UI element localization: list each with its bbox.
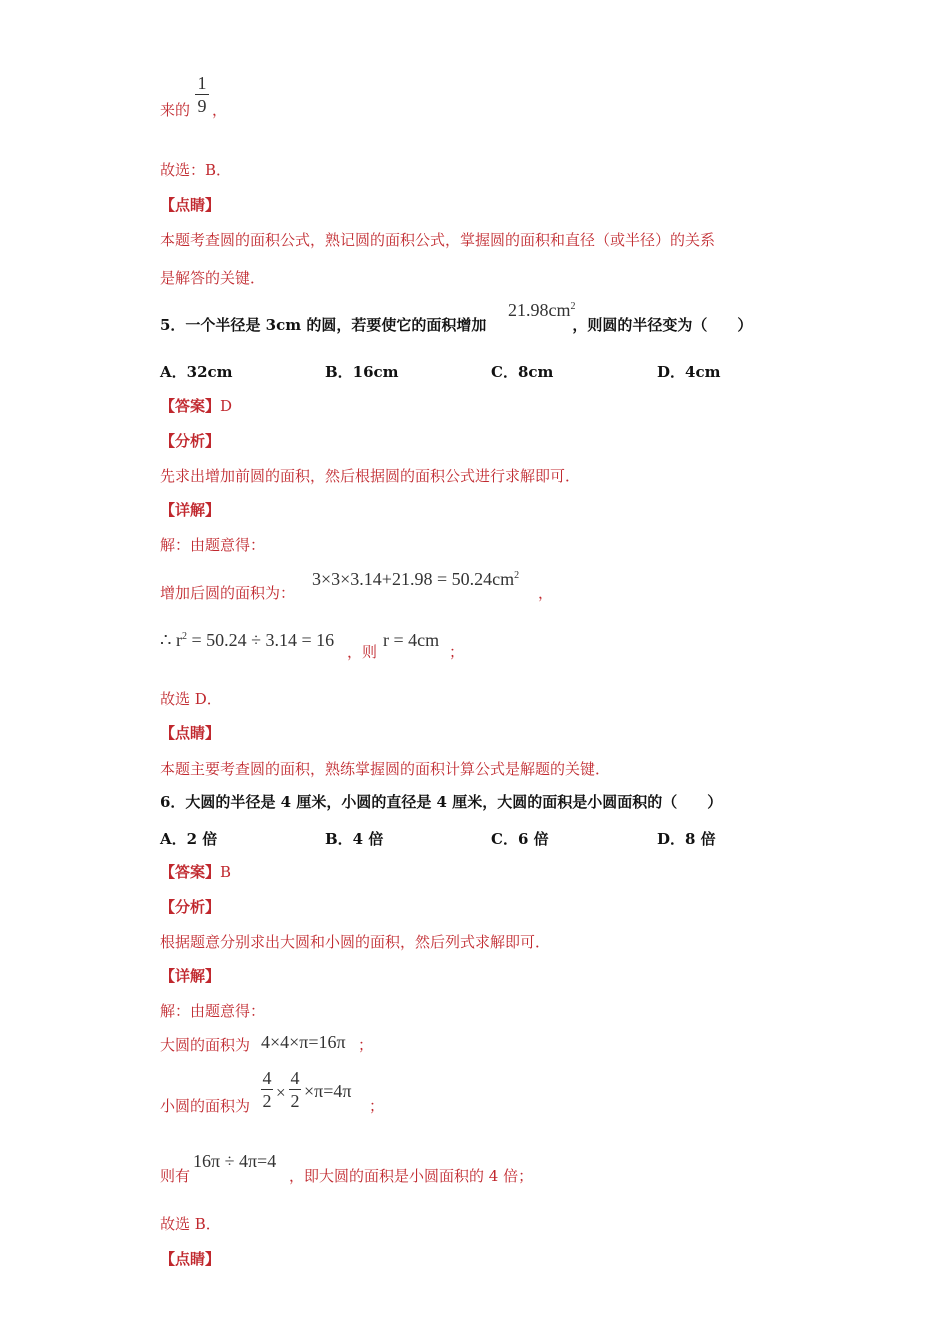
fraction-bar [261,1089,273,1090]
q6-jie: 解：由题意得： [160,1002,266,1020]
q6-small-end: ； [369,1097,385,1115]
q5-step1-text: 增加后圆的面积为： [160,584,296,602]
q5-step1-math-text: 3×3×3.14+21.98 = 50.24cm [312,569,515,589]
q5-answer-value: D [220,397,233,415]
fraction-bar [289,1089,301,1090]
q6-option-a: A．2 倍 [160,830,218,848]
q6-xiangjie-label: 【详解】 [160,967,221,985]
q5-stem-math-sup: 2 [570,301,576,312]
q6-then-text: 则有 [160,1167,191,1185]
q6-small-text: 小圆的面积为 [160,1097,251,1115]
q6-small-line [160,1096,250,1116]
q6-small-times: × [276,1083,286,1102]
q5-option-a: A．32cm [160,363,233,381]
q6-small-frac-1 [261,1069,273,1110]
q6-big-end: ； [358,1036,374,1054]
q6-then-math: 16π ÷ 4π=4 [193,1151,277,1171]
q5-dianjing-label: 【点睛】 [160,724,221,742]
q5-answer-label: 【答案】 [160,397,221,415]
fraction-numerator: 1 [197,73,207,93]
line-prefix: 来的 [160,101,191,119]
q6-choice: 故选 B． [160,1215,221,1233]
q6-small-rest: ×π=4π [304,1081,352,1101]
q5-step2-end: ； [449,643,465,661]
q6-small-frac-1-num: 4 [262,1068,272,1088]
fraction-denominator: 9 [197,96,207,116]
fraction-bar [195,94,209,95]
q5-option-d: D．4cm [657,363,721,381]
q5-step2-sup: 2 [181,631,187,642]
q5-stem-math-text: 21.98cm [508,300,571,320]
q6-big-text: 大圆的面积为 [160,1036,251,1054]
q6-small-frac-2 [289,1069,301,1110]
dianjing-label: 【点睛】 [160,196,221,214]
choice-line: 故选：B． [160,161,232,179]
q5-step1-math [312,569,519,590]
q5-stem-a: 5．一个半径是 3cm 的圆，若要使它的面积增加 [160,316,487,334]
q6-answer-label: 【答案】 [160,863,221,881]
q5-answer [160,396,232,416]
q5-stem-math [508,300,576,321]
q6-big-math: 4×4×π=16π [261,1032,346,1052]
q5-dianjing-text: 本题主要考查圆的面积，熟练掌握圆的面积计算公式是解题的关键． [160,760,611,778]
q6-answer-value: B [220,863,232,881]
q5-option-b: B．16cm [325,363,399,381]
line-fraction-text [160,100,227,120]
q5-step2-mid: ，则 [347,643,378,661]
q5-option-c: C．8cm [491,363,554,381]
q5-step2-math-a: ∴ r [160,630,182,650]
q5-step2-math-1 [160,630,334,651]
q6-dianjing-label: 【点睛】 [160,1250,221,1268]
q5-fenxi-text: 先求出增加前圆的面积，然后根据圆的面积公式进行求解即可． [160,467,581,485]
q5-jie: 解：由题意得： [160,536,266,554]
q6-option-d: D．8 倍 [657,830,716,848]
q6-small-frac-2-den: 2 [290,1091,300,1111]
q6-stem: 6．大圆的半径是 4 厘米，小圆的直径是 4 厘米，大圆的面积是小圆面积的（ ） [160,793,723,811]
q5-fenxi-label: 【分析】 [160,432,221,450]
q6-answer [160,862,231,882]
q6-option-c: C．6 倍 [491,830,549,848]
q5-step2-math-2: r = 4cm [383,630,440,650]
q5-stem-b: ，则圆的半径变为（ ） [572,316,753,334]
dianjing-text-1: 本题考查圆的面积公式，熟记圆的面积公式，掌握圆的面积和直径（或半径）的关系 [160,231,716,249]
q6-small-frac-2-num: 4 [290,1068,300,1088]
q6-fenxi-label: 【分析】 [160,898,221,916]
dianjing-text-2: 是解答的关键． [160,269,266,287]
q6-small-frac-1-den: 2 [262,1091,272,1111]
q5-stem [160,315,752,335]
q5-choice: 故选 D． [160,690,222,708]
q6-option-b: B．4 倍 [325,830,384,848]
q5-step2-math-b: = 50.24 ÷ 3.14 = 16 [186,630,335,650]
line-suffix: ， [212,101,228,119]
q5-xiangjie-label: 【详解】 [160,501,221,519]
q6-then-rest: ，即大圆的面积是小圆面积的 4 倍； [289,1167,534,1185]
q5-step1-end: ， [538,584,554,602]
q5-step1-math-sup: 2 [514,570,520,581]
q6-fenxi-text: 根据题意分别求出大圆和小圆的面积，然后列式求解即可． [160,933,551,951]
